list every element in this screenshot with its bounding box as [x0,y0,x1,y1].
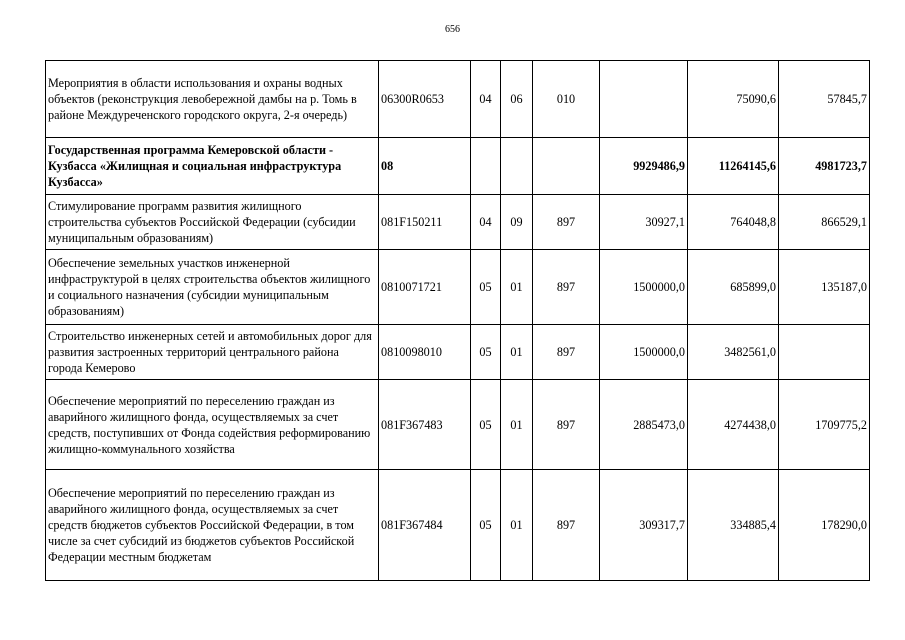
row-razdel: 04 [471,61,501,138]
row-value-3 [779,325,870,380]
row-code: 08 [379,138,471,195]
table-row [46,250,870,325]
row-value-3: 135187,0 [779,250,870,325]
row-razdel [471,138,501,195]
row-name: Строительство инженерных сетей и автомобильных дорог для развития застроенных территорий центрального района города Кемерово [46,325,379,380]
row-code: 0810071721 [379,250,471,325]
row-value-3: 1709775,2 [779,380,870,470]
row-name: Обеспечение мероприятий по переселению граждан из аварийного жилищного фонда, осуществляемых за счет средств, поступивших от Фонда содействия реформированию жилищно-коммунального хозяйства [46,380,379,470]
row-podrazdel [501,138,533,195]
row-value-3: 57845,7 [779,61,870,138]
row-vid: 897 [533,195,600,250]
row-podrazdel: 09 [501,195,533,250]
row-code: 081F367484 [379,470,471,581]
row-value-3: 178290,0 [779,470,870,581]
row-value-2: 4274438,0 [688,380,779,470]
row-vid [533,138,600,195]
row-code: 06300R0653 [379,61,471,138]
row-value-1: 309317,7 [600,470,688,581]
table-row [46,61,870,138]
row-value-2: 11264145,6 [688,138,779,195]
row-code: 081F367483 [379,380,471,470]
row-razdel: 04 [471,195,501,250]
budget-table [45,60,870,581]
row-code: 0810098010 [379,325,471,380]
row-podrazdel: 01 [501,380,533,470]
row-value-1: 30927,1 [600,195,688,250]
row-value-3: 866529,1 [779,195,870,250]
row-vid: 897 [533,380,600,470]
page-number: 656 [445,24,460,35]
row-vid: 897 [533,325,600,380]
row-podrazdel: 06 [501,61,533,138]
row-value-3: 4981723,7 [779,138,870,195]
table-row [46,470,870,581]
row-name: Обеспечение мероприятий по переселению граждан из аварийного жилищного фонда, осуществляемых за счет средств бюджетов субъектов Российской Федерации, в том числе за счет субсидий из бюджетов субъектов Российской Федерации местным бюджетам [46,470,379,581]
row-vid: 897 [533,470,600,581]
row-podrazdel: 01 [501,325,533,380]
row-value-1: 2885473,0 [600,380,688,470]
table-row [46,195,870,250]
row-vid: 010 [533,61,600,138]
row-podrazdel: 01 [501,470,533,581]
row-value-2: 3482561,0 [688,325,779,380]
row-razdel: 05 [471,470,501,581]
row-name: Мероприятия в области использования и охраны водных объектов (реконструкция левобережной дамбы на р. Томь в районе Междуреченского городского округа, 2-я очередь) [46,61,379,138]
row-razdel: 05 [471,250,501,325]
row-code: 081F150211 [379,195,471,250]
row-value-2: 75090,6 [688,61,779,138]
row-name: Стимулирование программ развития жилищного строительства субъектов Российской Федерации (субсидии муниципальным образованиям) [46,195,379,250]
row-name: Обеспечение земельных участков инженерной инфраструктурой в целях строительства объектов жилищного и социального назначения (субсидии муниципальным образованиям) [46,250,379,325]
row-value-1: 1500000,0 [600,325,688,380]
row-value-1 [600,61,688,138]
row-vid: 897 [533,250,600,325]
row-value-1: 9929486,9 [600,138,688,195]
table-row [46,325,870,380]
row-name: Государственная программа Кемеровской области - Кузбасса «Жилищная и социальная инфраструктура Кузбасса» [46,138,379,195]
row-podrazdel: 01 [501,250,533,325]
row-razdel: 05 [471,325,501,380]
table-row [46,138,870,195]
row-value-2: 334885,4 [688,470,779,581]
row-razdel: 05 [471,380,501,470]
table-row [46,380,870,470]
row-value-2: 764048,8 [688,195,779,250]
row-value-2: 685899,0 [688,250,779,325]
row-value-1: 1500000,0 [600,250,688,325]
